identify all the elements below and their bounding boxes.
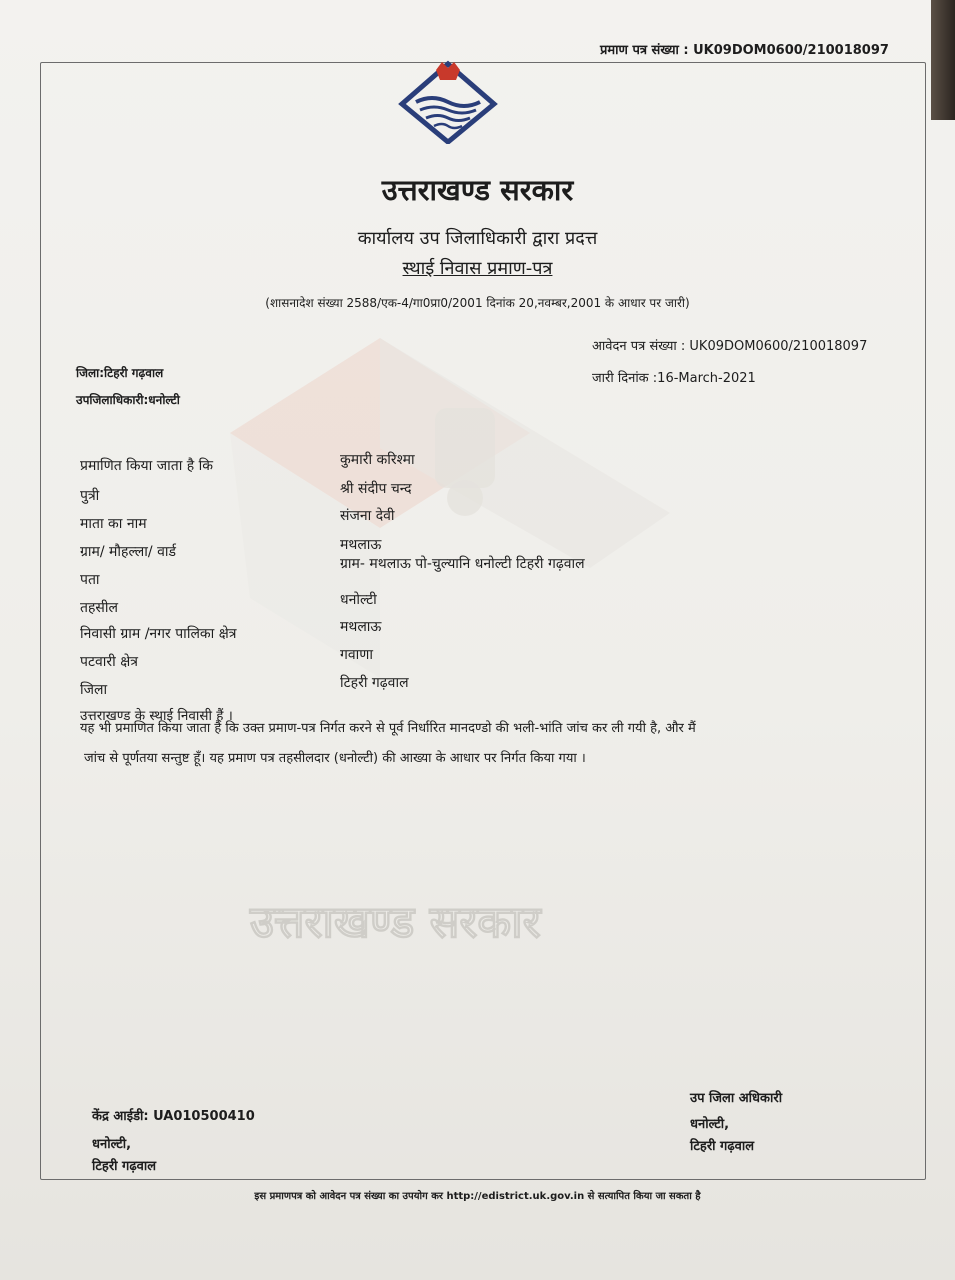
watermark-text: उत्तराखण्ड सरकार (250, 897, 541, 948)
signatory-place: धनोल्टी, (690, 1117, 730, 1132)
field-label-address: पता (80, 572, 100, 588)
field-value-name: कुमारी करिश्मा (340, 452, 415, 468)
government-order-reference: (शासनादेश संख्या 2588/एक-4/गा0प्रा0/2001 दिनांक 20,नवम्बर,2001 के आधार पर जारी) (265, 296, 690, 310)
field-value-tehsil: धनोल्टी (340, 592, 377, 608)
signatory-title: उप जिला अधिकारी (690, 1091, 783, 1106)
field-label-resident-area: निवासी ग्राम /नगर पालिका क्षेत्र (80, 626, 237, 642)
field-label-certified: प्रमाणित किया जाता है कि (80, 458, 214, 474)
field-value-resident-area: मथलाऊ (340, 619, 382, 635)
office-subtitle: कार्यालय उप जिलाधिकारी द्वारा प्रदत्त (357, 228, 598, 249)
issue-date: जारी दिनांक :16-March-2021 (592, 371, 756, 386)
background-edge (931, 0, 955, 120)
body-line-1: उत्तराखण्ड के स्थाई निवासी हैं । (80, 708, 233, 724)
body-line-2: यह भी प्रमाणित किया जाता है कि उक्त प्रमाण-पत्र निर्गत करने से पूर्व निर्धारित मानदण्डो की भली-भांति जांच कर ली गयी है, और मैं (80, 721, 696, 736)
verification-footer: इस प्रमाणपत्र को आवेदन पत्र संख्या का उपयोग कर http://edistrict.uk.gov.in से सत्यापित किया जा सकता है (254, 1191, 701, 1202)
center-place: धनोल्टी, (92, 1137, 132, 1152)
center-district: टिहरी गढ़वाल (92, 1159, 157, 1174)
certificate-number: प्रमाण पत्र संख्या : UK09DOM0600/210018097 (600, 43, 889, 58)
body-line-3: जांच से पूर्णतया सन्तुष्ट हूँ। यह प्रमाण पत्र तहसीलदार (धनोल्टी) की आख्या के आधार पर निर्गत किया गया । (84, 751, 586, 766)
field-label-village: ग्राम/ मौहल्ला/ वार्ड (80, 544, 176, 560)
government-title: उत्तराखण्ड सरकार (381, 173, 574, 207)
field-value-district: टिहरी गढ़वाल (340, 675, 409, 691)
certificate-type-text: स्थाई निवास प्रमाण-पत्र (402, 258, 553, 279)
district-heading: जिला:टिहरी गढ़वाल (76, 366, 164, 380)
field-label-patwari: पटवारी क्षेत्र (80, 654, 138, 670)
certificate-type-heading (0, 256, 955, 280)
field-value-village: मथलाऊ (340, 537, 382, 553)
application-number: आवेदन पत्र संख्या : UK09DOM0600/210018097 (592, 339, 868, 354)
field-label-tehsil: तहसील (80, 600, 118, 616)
field-value-mother: संजना देवी (340, 508, 395, 524)
signatory-district: टिहरी गढ़वाल (690, 1139, 755, 1154)
field-value-father: श्री संदीप चन्द (340, 481, 412, 497)
subdivision-heading: उपजिलाधिकारी:धनोल्टी (76, 393, 180, 407)
center-id: केंद्र आईडी: UA010500410 (92, 1109, 255, 1124)
field-label-district: जिला (80, 682, 108, 698)
field-label-daughter-of: पुत्री (80, 488, 100, 504)
uttarakhand-emblem-icon (396, 58, 500, 144)
field-value-address: ग्राम- मथलाऊ पो-चुल्यानि धनोल्टी टिहरी गढ़वाल (340, 556, 585, 572)
field-label-mother: माता का नाम (80, 516, 147, 532)
field-value-patwari: गवाणा (340, 647, 374, 663)
